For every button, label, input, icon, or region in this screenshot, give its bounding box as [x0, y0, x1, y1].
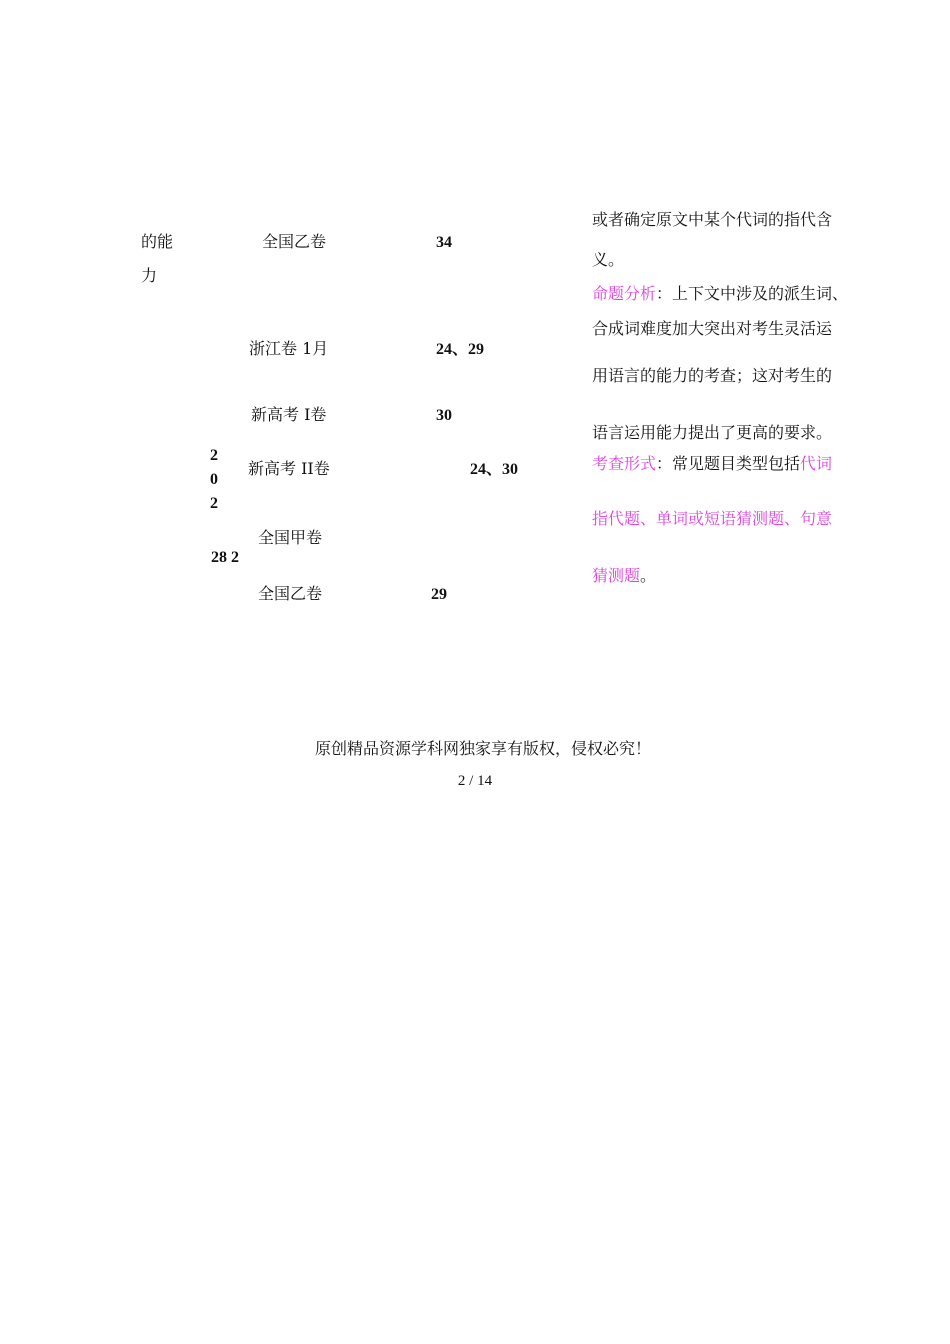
form-highlight: 猜测题 [592, 566, 641, 585]
right-text-line: 语言运用能力提出了更高的要求。 [592, 423, 833, 442]
year-digit: 2 [210, 447, 218, 464]
form-label: 考查形式 [592, 454, 657, 473]
question-numbers: 24、30 [470, 461, 519, 478]
form-highlight: 代词 [800, 454, 833, 473]
analysis-line [592, 284, 848, 304]
form-last-line [592, 566, 656, 586]
right-text-line: 或者确定原文中某个代词的指代含 [592, 210, 833, 229]
left-label-line1: 的能 [141, 232, 174, 251]
paper-name: 新高考 I卷 [251, 405, 327, 424]
right-text-line: 合成词难度加大突出对考生灵活运 [592, 319, 833, 338]
page-number: 2 / 14 [457, 773, 493, 789]
form-sep: ： [656, 454, 673, 473]
paper-name: 全国甲卷 [258, 528, 323, 547]
year-digit: 2 [210, 495, 218, 512]
question-numbers: 24、29 [436, 341, 485, 358]
year-digit: 0 [210, 471, 218, 488]
right-text-line: 用语言的能力的考查；这对考生的 [592, 366, 833, 385]
year-tail: 28 2 [211, 549, 239, 566]
analysis-text: 上下文中涉及的派生词、 [672, 284, 849, 303]
form-text: 常见题目类型包括 [672, 454, 801, 473]
paper-name: 浙江卷 1月 [249, 339, 329, 358]
copyright-notice: 原创精品资源学科网独家享有版权，侵权必究！ [314, 739, 651, 758]
analysis-sep: ： [656, 284, 673, 303]
paper-name: 新高考 II卷 [248, 459, 330, 478]
paper-name: 全国乙卷 [262, 232, 327, 251]
form-highlight-line: 指代题、单词或短语猜测题、句意 [592, 509, 833, 528]
form-line [592, 454, 832, 474]
question-numbers: 30 [436, 407, 452, 424]
form-end: 。 [640, 566, 657, 585]
question-numbers: 34 [436, 234, 452, 251]
question-numbers: 29 [431, 586, 447, 603]
left-label-line2: 力 [141, 266, 158, 285]
analysis-label: 命题分析 [592, 284, 657, 303]
right-text-line: 义。 [592, 250, 625, 269]
paper-name: 全国乙卷 [258, 584, 323, 603]
